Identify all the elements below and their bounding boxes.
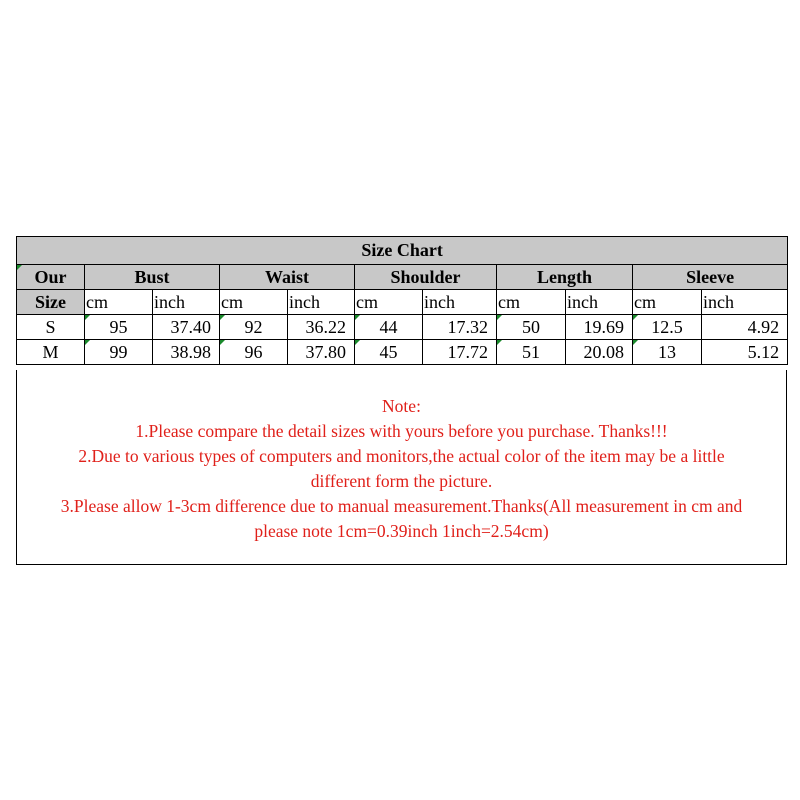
- shoulder-inch-cell: 17.32: [423, 315, 497, 340]
- size-label: M: [17, 340, 85, 365]
- header-shoulder: Shoulder: [355, 265, 497, 290]
- unit-cm: cm: [220, 290, 288, 315]
- waist-cm-cell: 96: [220, 340, 288, 365]
- header-bust: Bust: [85, 265, 220, 290]
- length-cm-cell: 50: [497, 315, 566, 340]
- size-column-header-top: Our: [17, 265, 85, 290]
- length-inch-cell: 20.08: [566, 340, 633, 365]
- sleeve-inch-cell: 5.12: [702, 340, 788, 365]
- note-line-1: 1.Please compare the detail sizes with yours before you purchase. Thanks!!!: [135, 421, 668, 441]
- note-line-3-cont: please note 1cm=0.39inch 1inch=2.54cm): [254, 521, 549, 541]
- unit-cm: cm: [355, 290, 423, 315]
- bust-inch-cell: 37.40: [153, 315, 220, 340]
- unit-inch: inch: [288, 290, 355, 315]
- shoulder-cm-cell: 44: [355, 315, 423, 340]
- sleeve-cm-cell: 13: [633, 340, 702, 365]
- sleeve-cm-cell: 12.5: [633, 315, 702, 340]
- table-row: [17, 340, 788, 365]
- note-line-2: 2.Due to various types of computers and monitors,the actual color of the item may be a little: [78, 446, 725, 466]
- size-chart-table: [16, 236, 788, 365]
- waist-cm-cell: 92: [220, 315, 288, 340]
- size-label: S: [17, 315, 85, 340]
- bust-inch-cell: 38.98: [153, 340, 220, 365]
- shoulder-inch-cell: 17.72: [423, 340, 497, 365]
- header-row-units: [17, 290, 788, 315]
- note-box: [16, 370, 787, 565]
- unit-cm: cm: [497, 290, 566, 315]
- unit-cm: cm: [633, 290, 702, 315]
- unit-inch: inch: [153, 290, 220, 315]
- sleeve-inch-cell: 4.92: [702, 315, 788, 340]
- chart-title: Size Chart: [17, 237, 788, 265]
- header-row-groups: [17, 265, 788, 290]
- header-sleeve: Sleeve: [633, 265, 788, 290]
- note-line-3: 3.Please allow 1-3cm difference due to manual measurement.Thanks(All measurement in cm and: [60, 496, 743, 516]
- length-cm-cell: 51: [497, 340, 566, 365]
- unit-inch: inch: [702, 290, 788, 315]
- unit-inch: inch: [566, 290, 633, 315]
- bust-cm-cell: 99: [85, 340, 153, 365]
- header-waist: Waist: [220, 265, 355, 290]
- table-row: [17, 315, 788, 340]
- unit-cm: cm: [85, 290, 153, 315]
- bust-cm-cell: 95: [85, 315, 153, 340]
- shoulder-cm-cell: 45: [355, 340, 423, 365]
- note-heading: Note:: [382, 396, 421, 416]
- waist-inch-cell: 36.22: [288, 315, 355, 340]
- note-line-2-cont: different form the picture.: [310, 471, 493, 491]
- unit-inch: inch: [423, 290, 497, 315]
- header-length: Length: [497, 265, 633, 290]
- size-column-header-bottom: Size: [17, 290, 85, 315]
- waist-inch-cell: 37.80: [288, 340, 355, 365]
- size-chart-sheet: [16, 236, 787, 365]
- title-row: [17, 237, 788, 265]
- length-inch-cell: 19.69: [566, 315, 633, 340]
